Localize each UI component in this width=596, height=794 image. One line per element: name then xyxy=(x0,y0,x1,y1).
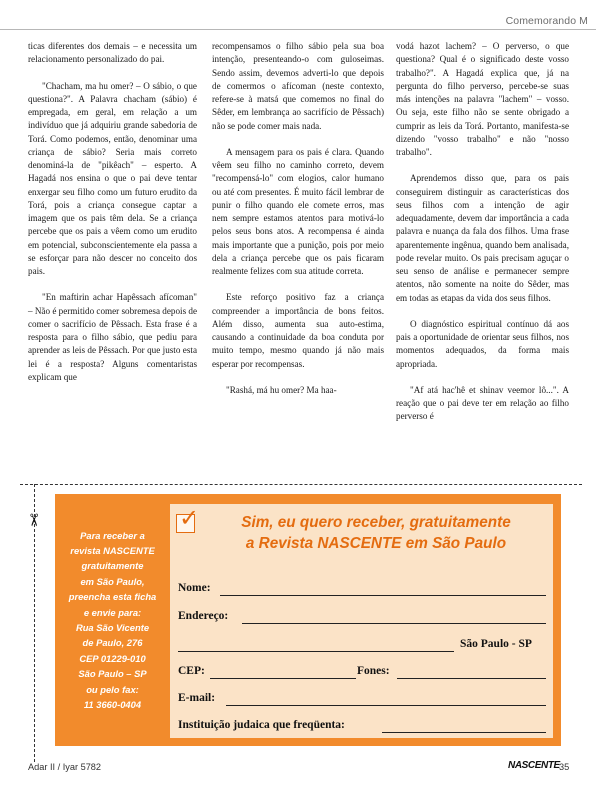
instruction-line: de Paulo, 276 xyxy=(82,637,143,649)
phones-label: Fones: xyxy=(357,665,390,677)
section-label: Comemorando M xyxy=(505,15,588,27)
coupon-form xyxy=(170,504,553,738)
instruction-line: gratuitamente xyxy=(81,560,144,572)
phones-field[interactable] xyxy=(397,678,546,679)
article-paragraph: "Rashá, má hu omer? Ma haa- xyxy=(226,384,337,395)
address-field[interactable] xyxy=(242,623,546,624)
article-paragraph: "Chacham, ma hu omer? – O sábio, o que questiona?". A Palavra chacham (sábio) é empregada, em geral, em relação a um indivíduo que já adquiriu grande sabedoria de Torá. Como podemos, então, denominar uma criança de sábio? Seria mais correto denominá-la de "pikêach" – esperto. A Hagadá nos ensina o que o pai deve tentar enxergar seu filho como um futuro erudito da Torá, pois a criança consegue captar a imagem que os pais têm dela. Se a criança percebe que os pais a vêem como um erudito em potencial, subconscientemente ela passa a se esforçar para não descer no conceito dos pais. xyxy=(28,80,197,276)
instruction-line: Para receber a xyxy=(80,529,145,541)
article-paragraph: A mensagem para os pais é clara. Quando vêem seu filho no caminho correto, devem "recompensá-lo" com elogios, calor humano ou até com presentes. É muito fácil lembrar de punir o filho quando ele comete erros, mas nem sempre estamos atentos para motivá-lo pelos seus bons atos. A recompensa é ainda mais importante que a punição, pois por meio dela a criança percebe que os pais ficaram realmente felizes com sua atitude correta. xyxy=(212,146,384,276)
instruction-line: em São Paulo, xyxy=(80,575,145,587)
address-label: Endereço: xyxy=(178,610,229,622)
headline-line: Sim, eu quero receber, gratuitamente xyxy=(241,514,511,531)
instruction-line: e envie para: xyxy=(83,606,142,618)
instruction-line: revista NASCENTE xyxy=(70,544,155,556)
zip-field[interactable] xyxy=(210,678,356,679)
instruction-line: Rua São Vicente xyxy=(75,622,150,633)
name-label: Nome: xyxy=(178,582,211,594)
headline-line: a Revista NASCENTE em São Paulo xyxy=(245,535,507,552)
institution-field[interactable] xyxy=(382,732,546,733)
subscribe-checkbox[interactable] xyxy=(176,504,200,533)
email-field[interactable] xyxy=(226,705,546,706)
instruction-line: preencha esta ficha xyxy=(68,591,157,603)
article-column-1 xyxy=(28,40,197,397)
instruction-line: CEP 01229-010 xyxy=(79,652,146,664)
article-paragraph: vodá hazot lachem? – O perverso, o que questiona? Qual é o significado deste vosso trabalho?". A Hagadá explica que, já na pergunta do filho perverso, percebe-se suas más intenções na palavra "lachem" – vosso. Ou seja, este filho não se sente obrigado a cumprir as leis da Torá. Portanto, manifesta-se dizendo "vosso trabalho" e não "nosso trabalho". xyxy=(396,41,569,157)
article-paragraph: "En maftirin achar Hapêssach afícoman" – Não é permitido comer sobremesa depois de comer o sacrifício de Pêssach. Esta frase é a resposta para o filho sábio, que pediu para aprender as leis de Pêssach. Por que justo esta lei é a resposta? Alguns comentaristas explicam que xyxy=(28,292,198,382)
city-state-label: São Paulo - SP xyxy=(460,638,532,650)
article-paragraph: O diagnóstico espiritual contínuo dá aos pais a oportunidade de orientar seus filhos, nos momentos adequados, da forma mais apropriada. xyxy=(396,318,569,369)
checkmark-icon: ✓ xyxy=(179,504,200,532)
coupon-instructions xyxy=(55,494,170,746)
email-label: E-mail: xyxy=(178,692,216,704)
institution-label: Instituição judaica que freqüenta: xyxy=(178,719,345,731)
instruction-line: 11 3660-0404 xyxy=(83,699,142,711)
zip-label: CEP: xyxy=(178,665,205,677)
article-paragraph: ticas diferentes dos demais – e necessita um relacionamento personalizado do pai. xyxy=(28,41,197,65)
name-field[interactable] xyxy=(220,595,546,596)
instruction-line: ou pelo fax: xyxy=(86,683,139,695)
article-column-3 xyxy=(396,40,569,437)
coupon-headline xyxy=(202,512,550,554)
coupon-instructions-text xyxy=(59,528,167,713)
article-paragraph: "Af atá hac'hê et shinav veemor lô...". A reação que o pai deve ter em relação ao filho perverso é xyxy=(396,384,569,422)
cut-line-horizontal xyxy=(20,484,582,485)
instruction-line: São Paulo – SP xyxy=(78,668,147,680)
magazine-logo: NASCENTE xyxy=(508,760,560,771)
article-paragraph: Este reforço positivo faz a criança compreender a importância de bons feitos. Além disso, aumenta sua auto-estima, causando a continuidade da boa conduta por muito tempo, mesmo quando já não mais esperar por recompensas. xyxy=(212,292,384,369)
footer-issue: Adar II / Iyar 5782 xyxy=(28,762,102,772)
article-paragraph: recompensamos o filho sábio pela sua boa intenção, presenteando-o com guloseimas. Sendo assim, devemos adverti-lo que depois de comermos o afícoman (neste contexto, refere-se à matsá que comemos no final do Sêder, em lembrança ao sacrifício de Pêssach) não se pode comer mais nada. xyxy=(212,41,384,131)
article-column-2 xyxy=(212,40,384,410)
scissors-icon: ✂ xyxy=(23,512,44,528)
subscription-coupon xyxy=(55,494,561,746)
address-line-2-field[interactable] xyxy=(178,651,454,652)
page-number: 35 xyxy=(559,762,570,772)
article-paragraph: Aprendemos disso que, para os pais conseguirem distinguir as características dos seus filhos com a intenção de agir adequadamente, devem dar importância a cada palavra e nuança da fala dos filhos. Uma frase aparentemente ingênua, quando bem analisada, pode revelar muito. Os pais precisam aguçar o seu senso de análise e permanecer sempre atentos, não somente na noite do Sêder, mas em todas as etapas da vida dos seus filhos. xyxy=(396,173,569,303)
